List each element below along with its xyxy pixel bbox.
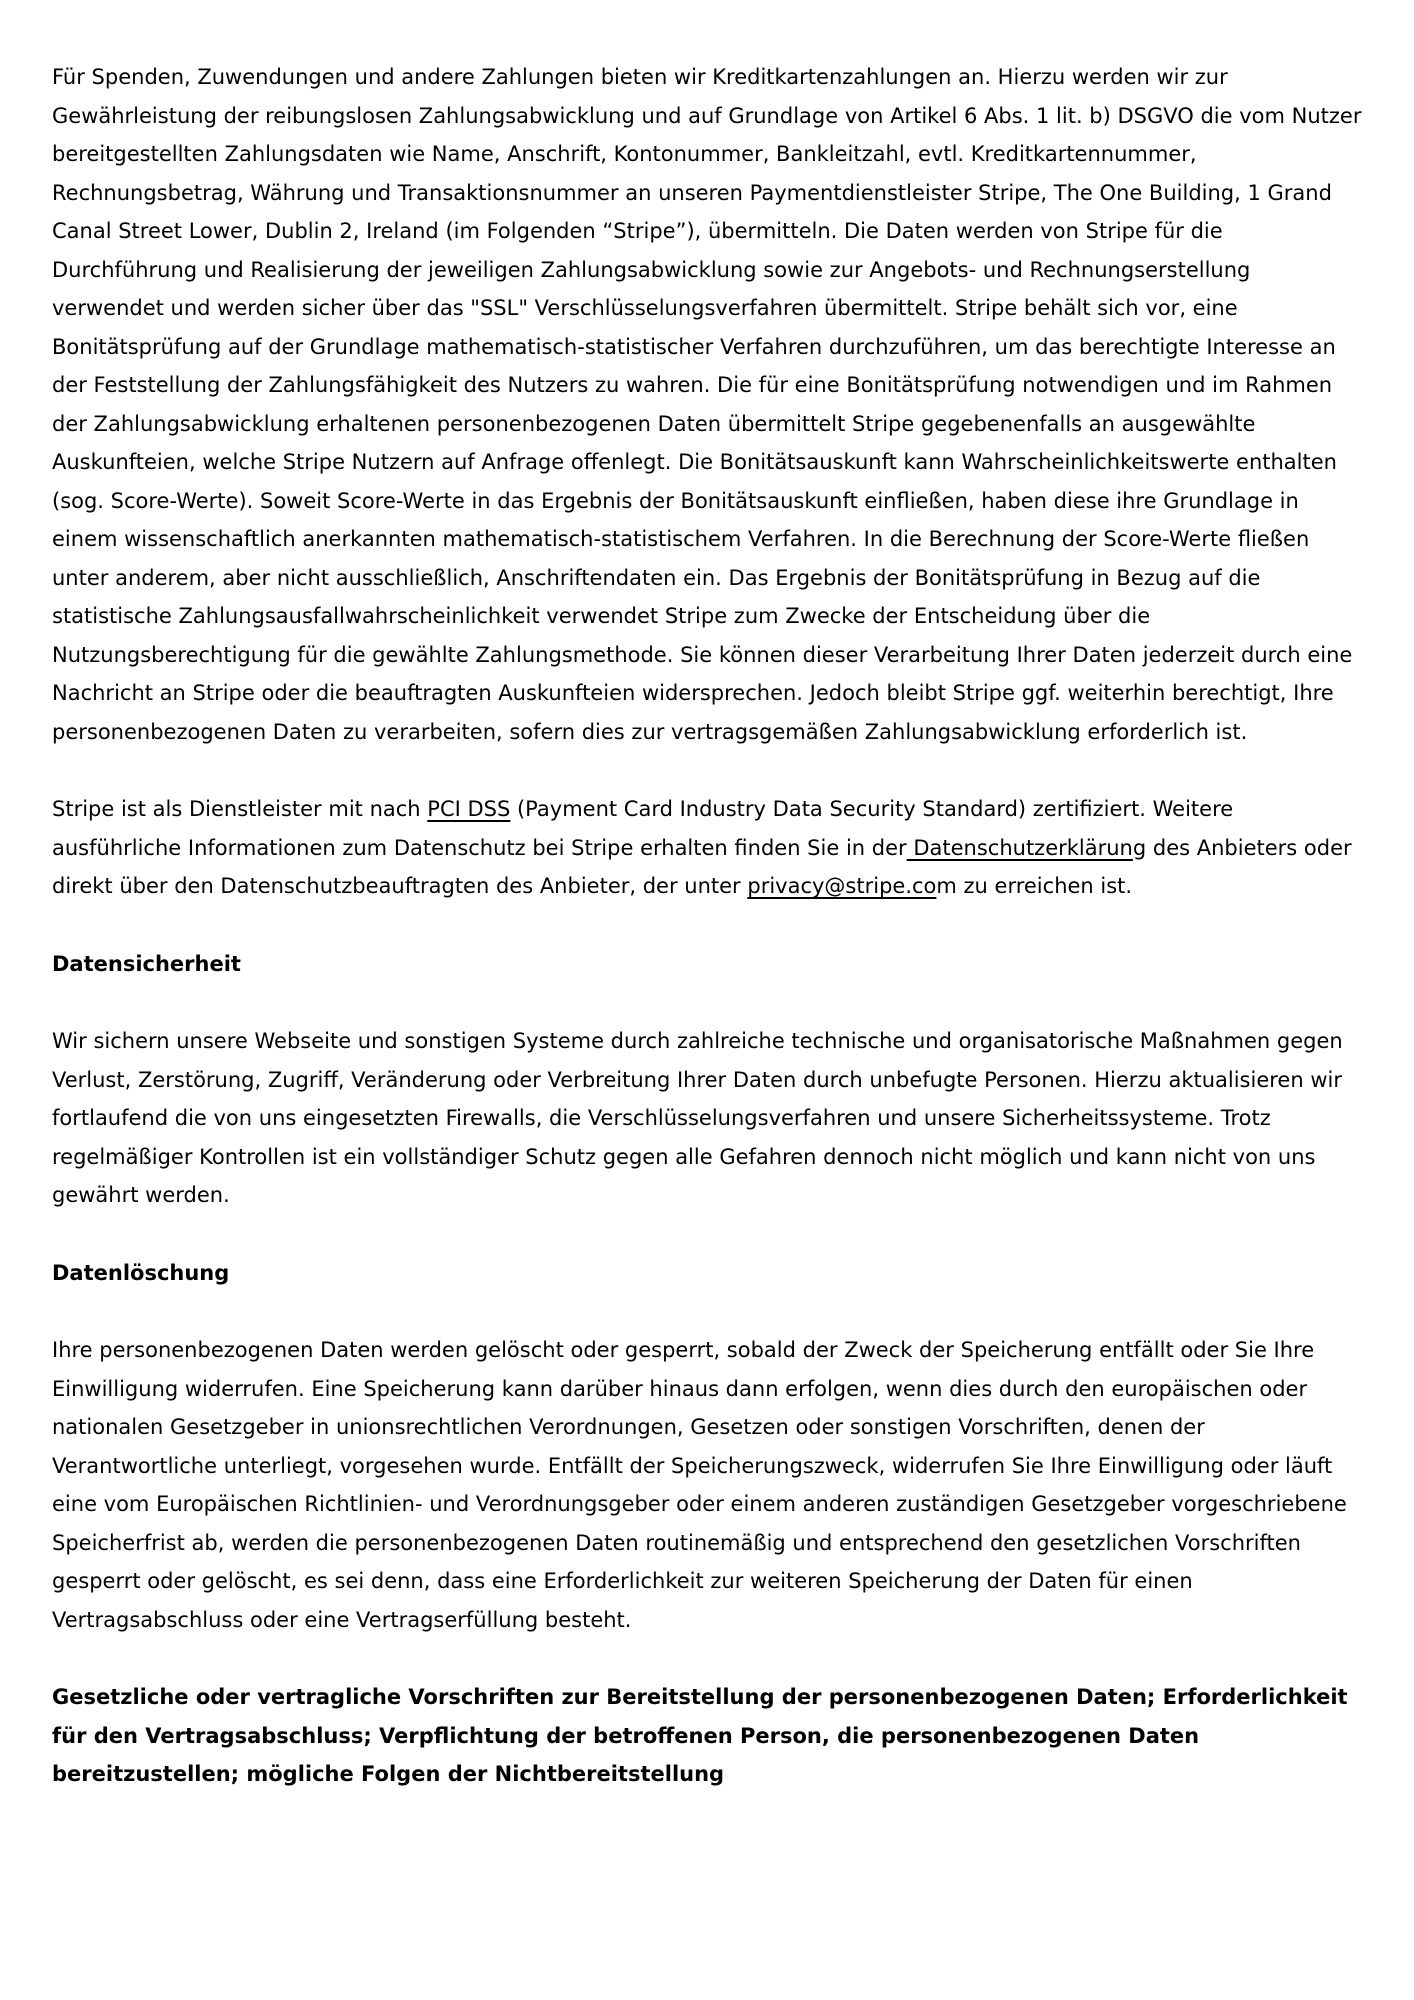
paragraph-stripe-certification — [52, 790, 1362, 906]
paragraph-text: Für Spenden, Zuwendungen und andere Zahlungen bieten wir Kreditkartenzahlungen an. Hierzu werden wir zur Gewährleistung der reibungslosen Zahlungsabwicklung und auf Grundlage von Artikel 6 Abs. 1 lit. b) DSGVO die vom Nutzer bereitgestellten Zahlungsdaten wie Name, Anschrift, Kontonummer, Bankleitzahl, evtl. Kreditkartennummer, Rechnungsbetrag, Währung und Transaktionsnummer an unseren Paymentdienstleister Stripe, The One Building, 1 Grand Canal Street Lower, Dublin 2, Ireland (im Folgenden “Stripe”), übermitteln. Die Daten werden von Stripe für die Durchführung und Realisierung der jeweiligen Zahlungsabwicklung sowie zur Angebots- und Rechnungserstellung verwendet und werden sicher über das "SSL" Verschlüsselungsverfahren übermittelt. Stripe behält sich vor, eine Bonitätsprüfung auf der Grundlage mathematisch-statistischer Verfahren durchzuführen, um das berechtigte Interesse an der Feststellung der Zahlungsfähigkeit des Nutzers zu wahren. Die für eine Bonitätsprüfung notwendigen und im Rahmen der Zahlungsabwicklung erhaltenen personenbezogenen Daten übermittelt Stripe gegebenenfalls an ausgewählte Auskunfteien, welche Stripe Nutzern auf Anfrage offenlegt. Die Bonitätsauskunft kann Wahrscheinlichkeitswerte enthalten (sog. Score-Werte). Soweit Score-Werte in das Ergebnis der Bonitätsauskunft einfließen, haben diese ihre Grundlage in einem wissenschaftlich anerkannten mathematisch-statistischem Verfahren. In die Berechnung der Score-Werte fließen unter anderem, aber nicht ausschließlich, Anschriftendaten ein. Das Ergebnis der Bonitätsprüfung in Bezug auf die statistische Zahlungsausfallwahrscheinlichkeit verwendet Stripe zum Zwecke der Entscheidung über die Nutzungsberechtigung für die gewählte Zahlungsmethode. Sie können dieser Verarbeitung Ihrer Daten jederzeit durch eine Nachricht an Stripe oder die beauftragten Auskunfteien widersprechen. Jedoch bleibt Stripe ggf. weiterhin berechtigt, Ihre personenbezogenen Daten zu verarbeiten, sofern dies zur vertragsgemäßen Zahlungsabwicklung erforderlich ist. — [52, 65, 1369, 744]
pci-dss-link[interactable]: PCI DSS — [427, 797, 511, 821]
datenschutzerklaerung-link[interactable]: Datenschutzerklärun — [906, 835, 1133, 860]
paragraph-text: Gesetzliche oder vertragliche Vorschriften zur Bereitstellung der personenbezogenen Daten; Erforderlichkeit für den Vertragsabschluss; Verpflichtung der betroffenen Person, die personenbezogenen Daten bereitzustellen; mögliche Folgen der Nichtbereitstellung — [52, 1685, 1355, 1786]
paragraph-stripe-payments — [52, 58, 1369, 751]
section-heading-datenloeschung: Datenlöschung — [52, 1260, 230, 1285]
paragraph-text: Wir sichern unsere Webseite und sonstigen Systeme durch zahlreiche technische und organisatorische Maßnahmen gegen Verlust, Zerstörung, Zugriff, Veränderung oder Verbreitung Ihrer Daten durch unbefugte Personen. Hierzu aktualisieren wir fortlaufend die von uns eingesetzten Firewalls, die Verschlüsselungsverfahren und unsere Sicherheitssysteme. Trotz regelmäßiger Kontrollen ist ein vollständiger Schutz gegen alle Gefahren dennoch nicht möglich und kann nicht von uns gewährt werden. — [52, 1029, 1350, 1207]
paragraph-datensicherheit-body — [52, 1022, 1362, 1215]
paragraph-text: (Payment Card Industry Data Security Standard) zertifiziert. Weitere ausführliche Informationen zum Datenschutz bei Stripe erhalten finden Sie in der — [52, 797, 1240, 860]
privacy-email-link[interactable]: privacy@stripe.co — [747, 874, 937, 898]
paragraph-text: Stripe ist als Dienstleister mit nach — [52, 797, 428, 821]
section-heading-datensicherheit: Datensicherheit — [52, 951, 241, 976]
paragraph-datenloeschung-body — [52, 1331, 1362, 1639]
paragraph-legal-obligation-heading — [52, 1678, 1362, 1794]
paragraph-text: g des Anbieters oder direkt über den Datenschutzbeauftragten des Anbieter, der unter — [52, 835, 1359, 898]
paragraph-text: Ihre personenbezogenen Daten werden gelöscht oder gesperrt, sobald der Zweck der Speicherung entfällt oder Sie Ihre Einwilligung widerrufen. Eine Speicherung kann darüber hinaus dann erfolgen, wenn dies durch den europäischen oder nationalen Gesetzgeber in unionsrechtlichen Verordnungen, Gesetzen oder sonstigen Vorschriften, denen der Verantwortliche unterliegt, vorgesehen wurde. Entfällt der Speicherungszweck, widerrufen Sie Ihre Einwilligung oder läuft eine vom Europäischen Richtlinien- und Verordnungsgeber oder einem anderen zuständigen Gesetzgeber vorgeschriebene Speicherfrist ab, werden die personenbezogenen Daten routinemäßig und entsprechend den gesetzlichen Vorschriften gesperrt oder gelöscht, es sei denn, dass eine Erforderlichkeit zur weiteren Speicherung der Daten für einen Vertragsabschluss oder eine Vertragserfüllung besteht. — [52, 1338, 1354, 1632]
paragraph-text: m zu erreichen ist. — [936, 874, 1133, 898]
